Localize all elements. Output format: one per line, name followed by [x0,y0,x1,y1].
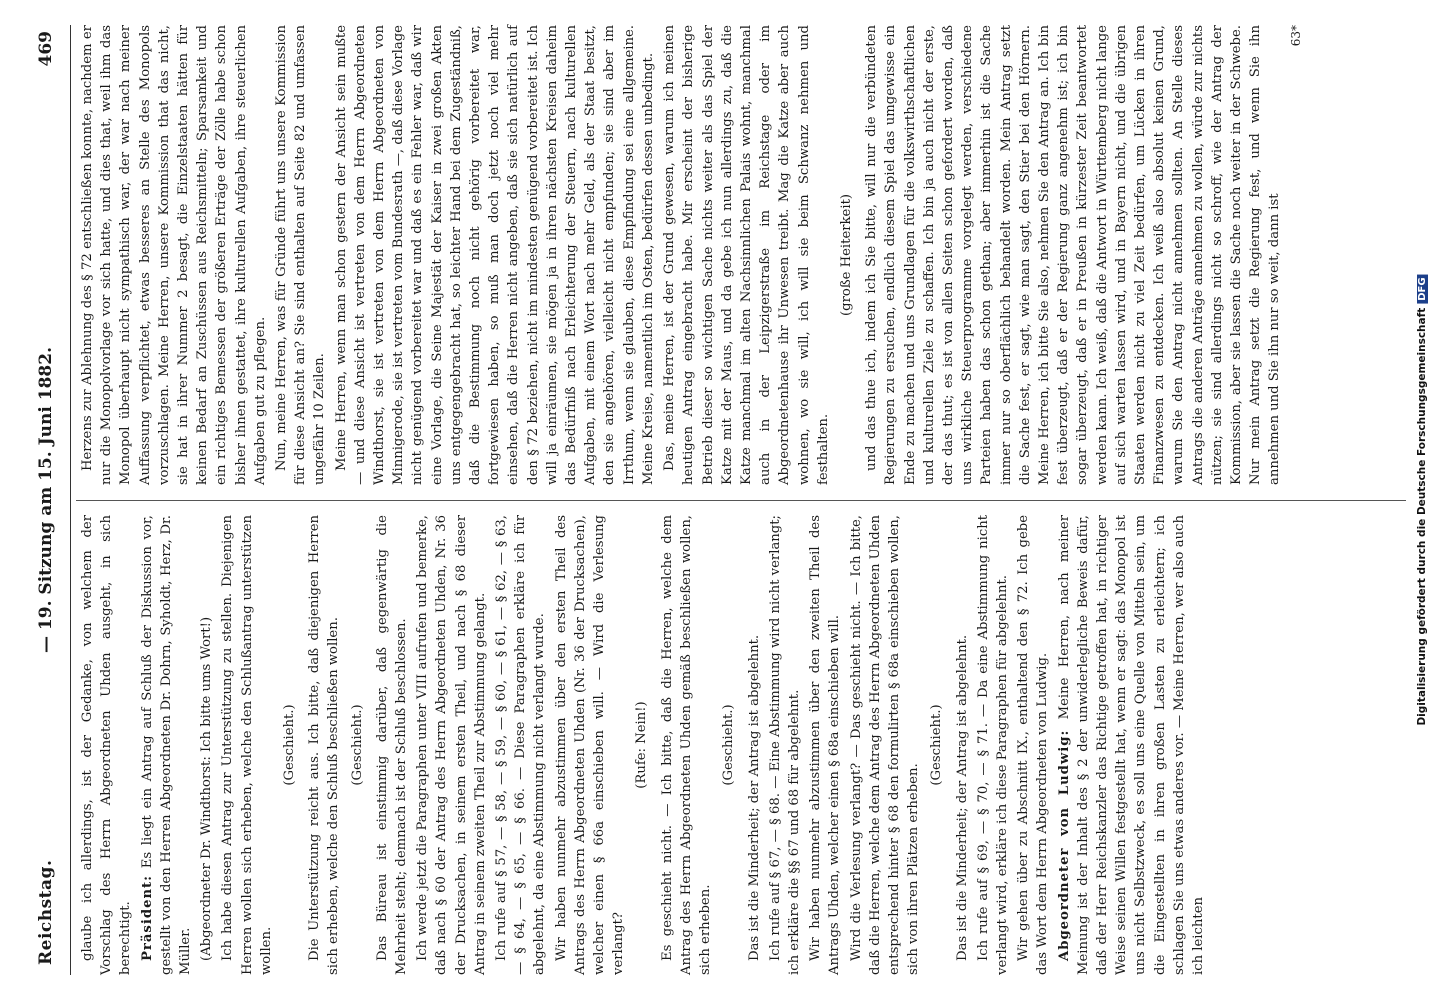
paragraph: Wir haben nunmehr abzustimmen über den zweiten Theil des Antrags Uhden, welcher einen § 68a einschieben will. [808,515,843,975]
paragraph: Das Büreau ist einstimmig darüber, daß gegenwärtig die Mehrheit steht; demnach ist der Schluß beschlossen. [374,515,410,975]
header-rule [70,25,71,975]
paragraph: Wir gehen über zu Abschnitt IX., enthaltend den § 72. Ich gebe das Wort dem Herrn Abgeordneten von Ludwig. [1016,515,1051,975]
paragraph: Es geschieht nicht. — Ich bitte, daß die Herren, welche dem Antrag des Herrn Abgeordneten Uhden gemäß beschließen wollen, sich erheben. [659,515,714,975]
paragraph: Ich werde jetzt die Paragraphen unter VIII aufrufen und bemerke, daß nach § 60 der Antrag des Herrn Abgeordneten Uhden, Nr. 36 der Drucksachen, in seinem ersten Theil, und nach § 68 dieser Antrag in seinem zweiten Theil zur Abstimmung gelangt. [415,515,488,975]
paragraph: Ich rufe auf § 67, — § 68. — Eine Abstimmung wird nicht verlangt; ich erkläre die §§ 67 und 68 für abgelehnt. [767,515,802,975]
speaker-name: Präsident: [139,874,155,961]
paragraph: Ich rufe auf § 69, — § 70, — § 71. — Da eine Abstimmung nicht verlangt wird, erkläre ich diese Paragraphen für abgelehnt. [975,515,1010,975]
paragraph: Meine Herren, wenn man schon gestern der Ansicht sein mußte — und diese Ansicht ist vertreten von dem Herrn Abgeordneten Windthorst, sie ist vertreten von dem Herrn Abgeordneten von Minnigerode, sie ist vertreten vom Bundesrath —, daß diese Vorlage nicht genügend vorbereitet war und daß es ein Fehler war, daß wir eine Vorlage, die Seine Majestät der Kaiser in zwei großen Akten uns entgegengebracht hat, so leichter Hand bei dem Zugeständniß, daß die Bestimmung noch nicht gehörig vorbereitet war, fortgewiesen haben, so muß man doch jetzt noch viel mehr einsehen, daß die Herren nicht angeben, daß sie sich natürlich auf den § 72 beziehen, nicht im mindesten genügend vorbereitet ist. Ich will ja einräumen, sie mögen ja in ihren nächsten Kreisen daheim das Bedürfniß nach Erleichterung der Steuern, nach kulturellen Aufgaben, mit einem Wort nach mehr Geld, als der Staat besitzt, den sie angehören, vielleicht nicht empfunden; sie sind aber im Irrthum, wenn sie glauben, diese Empfindung sei eine allgemeine. Meine Kreise, namentlich im Osten, bedürfen dessen unbedingt. [333,25,656,485]
stage-direction: (Rufe: Nein!) [634,701,650,789]
speech-text: Meine Herren, nach meiner Meinung ist der Inhalt des § 2 der unwiderlegliche Beweis dafür, daß der Herr Reichskanzler das Richtige getroffen hat, in richtiger Weise seinen Willen festgestellt hat, wenn er sagt: das Monopol ist uns nicht Selbstzweck, es soll uns eine Quelle von Mitteln sein, um die Eingestellten in ihren großen Lasten zu erleichtern; ich schlagen Sie uns etwas anderes vor. — Meine Herren, wer also auch ich leichten [1056,514,1206,975]
page-number: 469 [36,31,56,67]
dfg-logo: DFG [1417,274,1428,303]
paragraph: glaube ich allerdings, ist der Gedanke, von welchem der Vorschlag des Herrn Abgeordneten Uhden ausgeht, in sich berechtigt. [80,515,134,975]
paragraph [1055,515,1209,975]
rotated-page [26,25,1406,975]
stage-direction: (Geschieht.) [721,704,737,786]
paragraph [138,515,196,975]
paragraph: Wird die Verlesung verlangt? — Das geschieht nicht. — Ich bitte, daß die Herren, welche dem Antrag des Herrn Abgeordneten Uhden entsprechend hinter § 68 den formulirten § 68a einschieben wollen, sich von ihren Plätzen erheben. [848,515,922,975]
paragraph: Ich habe diesen Antrag zur Unterstützung zu stellen. Diejenigen Herren wollen sich erheben, welche den Schlußantrag unterstützen wollen. [220,515,274,975]
column-divider [76,500,1406,501]
paragraph: Ich rufe auf § 57, — § 58, — § 59, — § 60, — § 61, — § 62, — § 63, — § 64, — § 65, — § 66. — Diese Paragraphen erkläre ich für abgelehnt, da eine Abstimmung nicht verlangt wurde. [494,515,548,975]
paragraph: Herzens zur Ablehnung des § 72 entschließen konnte, nachdem er nur die Monopolvorlage vor sich hatte, und dies that, weil ihm das Monopol überhaupt nicht sympathisch war, der war nach meiner Auffassung verpflichtet, etwas besseres an Stelle des Monopols vorzuschlagen. Meine Herren, unsere Kommission that das nicht, sie hat in ihrer Nummer 2 besagt, die Einzelstaaten hätten für keinen Bedarf an Zuschüssen aus Reichsmitteln; Sparsamkeit und ein richtiges Bemessen der größeren Erträge der Zölle habe schon bisher ihnen gestattet, ihre kulturellen Aufgaben, ihre steuerlichen Aufgaben gut zu pflegen. [80,25,268,485]
paragraph: Wir haben nunmehr abzustimmen über den ersten Theil des Antrags des Herrn Abgeordneten Uhden (Nr. 36 der Drucksachen), welcher einen § 66a einschieben will. — Wird die Verlesung verlangt? [553,515,627,975]
digitization-credit [1416,274,1428,725]
running-head-center: — 19. Sitzung am 15. Juni 1882. [36,347,56,653]
stage-direction: (große Heiterkeit) [838,193,854,317]
paragraph: Nun, meine Herren, was für Gründe führt uns unsere Kommission für diese Ansicht an? Sie sind enthalten auf Seite 82 und umfassen ungefähr 10 Zeilen. [274,25,328,485]
credit-text: Digitalisierung gefördert durch die Deutsche Forschungsgemeinschaft [1416,307,1428,726]
stage-direction: (Geschieht.) [929,704,945,786]
right-column [78,25,1406,485]
stage-direction: (Geschieht.) [282,704,298,786]
paragraph: (Abgeordneter Dr. Windthorst: Ich bitte ums Wort!) [199,616,215,961]
running-head-left: Reichstag. [36,859,56,965]
speech-text: Es liegt ein Antrag auf Schluß der Diskussion vor, gestellt von den Herren Abgeordneten Dr. Dohrn, Syholdt, Herz, Dr. Müller. [139,515,194,975]
paragraph: Das ist die Minderheit; der Antrag ist abgelehnt. [954,634,970,961]
speaker-name: Abgeordneter von Ludwig: [1056,729,1072,961]
paragraph: und das thue ich, indem ich Sie bitte, will nur die verbündeten Regierungen zu ersuchen, endlich diesem Spiel das umgewisse ein Ende zu machen und uns Grundlagen für die volkswirthschaftlichen und kulturellen Ziele zu schaffen. Ich bin ja auch nicht der erste, der das thut; es ist von allen Seiten schon gefordert worden, daß uns wirkliche Steuerprogramme vorgelegt werden, verschiedene Parteien haben das schon gethan; aber immerhin ist die Sache immer nur so oberflächlich behandelt worden. Mein Antrag setzt die Sache fest, er sagt, wie man sagt, den Stier bei den Hörnern. Meine Herren, ich bitte Sie also, nehmen Sie den Antrag an. Ich bin fest überzeugt, daß er der Regierung ganz angenehm ist; ich bin sogar überzeugt, daß er in Preußen in kürzester Zeit beantwortet werden kann. Ich weiß, daß die Antwort in Württemberg nicht lange auf sich warten lassen wird, und in Bayern nicht, und die übrigen Staaten werden nicht zu viel Zeit bedürfen, um Lücken in ihren Finanzwesen zu entdecken. Ich weiß also absolut keinen Grund, warum Sie den Antrag nicht annehmen sollten. An Stelle dieses Antrags die anderen Anträge annehmen zu wollen, würde zur nichts nützen; sie sind allerdings nicht so schroff, wie der Antrag der Kommission, aber sie lassen die Sache noch weiter in der Schwebe. Nur mein Antrag setzt die Regierung fest, und wenn Sie ihn annehmen und Sie ihn nur so weit, dann ist [864,25,1283,485]
paragraph: Das ist die Minderheit; der Antrag ist abgelehnt. [746,634,762,961]
running-head [26,25,66,975]
paragraph: Das, meine Herren, ist der Grund gewesen, warum ich meinen heutigen Antrag eingebracht habe. Mir erscheint der bisherige Betrieb dieser so wichtigen Sache nichts weiter als das Spiel der Katze mit der Maus, und da gebe ich nun allerdings zu, daß die Katze manchmal im alten Nachsinnlichen Palais wohnt, manchmal auch in der Leipzigerstraße im Reichstage oder im Abgeordnetenhause ihr Unwesen treibt. Mag die Katze aber auch wohnen, wo sie will, ich will sie beim Schwanz nehmen und festhalten. [662,25,831,485]
paragraph: Die Unterstützung reicht aus. Ich bitte, daß diejenigen Herren sich erheben, welche den Schluß beschließen wollen. [307,515,342,975]
signature-mark: 63* [1288,25,1303,47]
left-column [78,515,1406,975]
stage-direction: (Geschieht.) [349,704,365,786]
